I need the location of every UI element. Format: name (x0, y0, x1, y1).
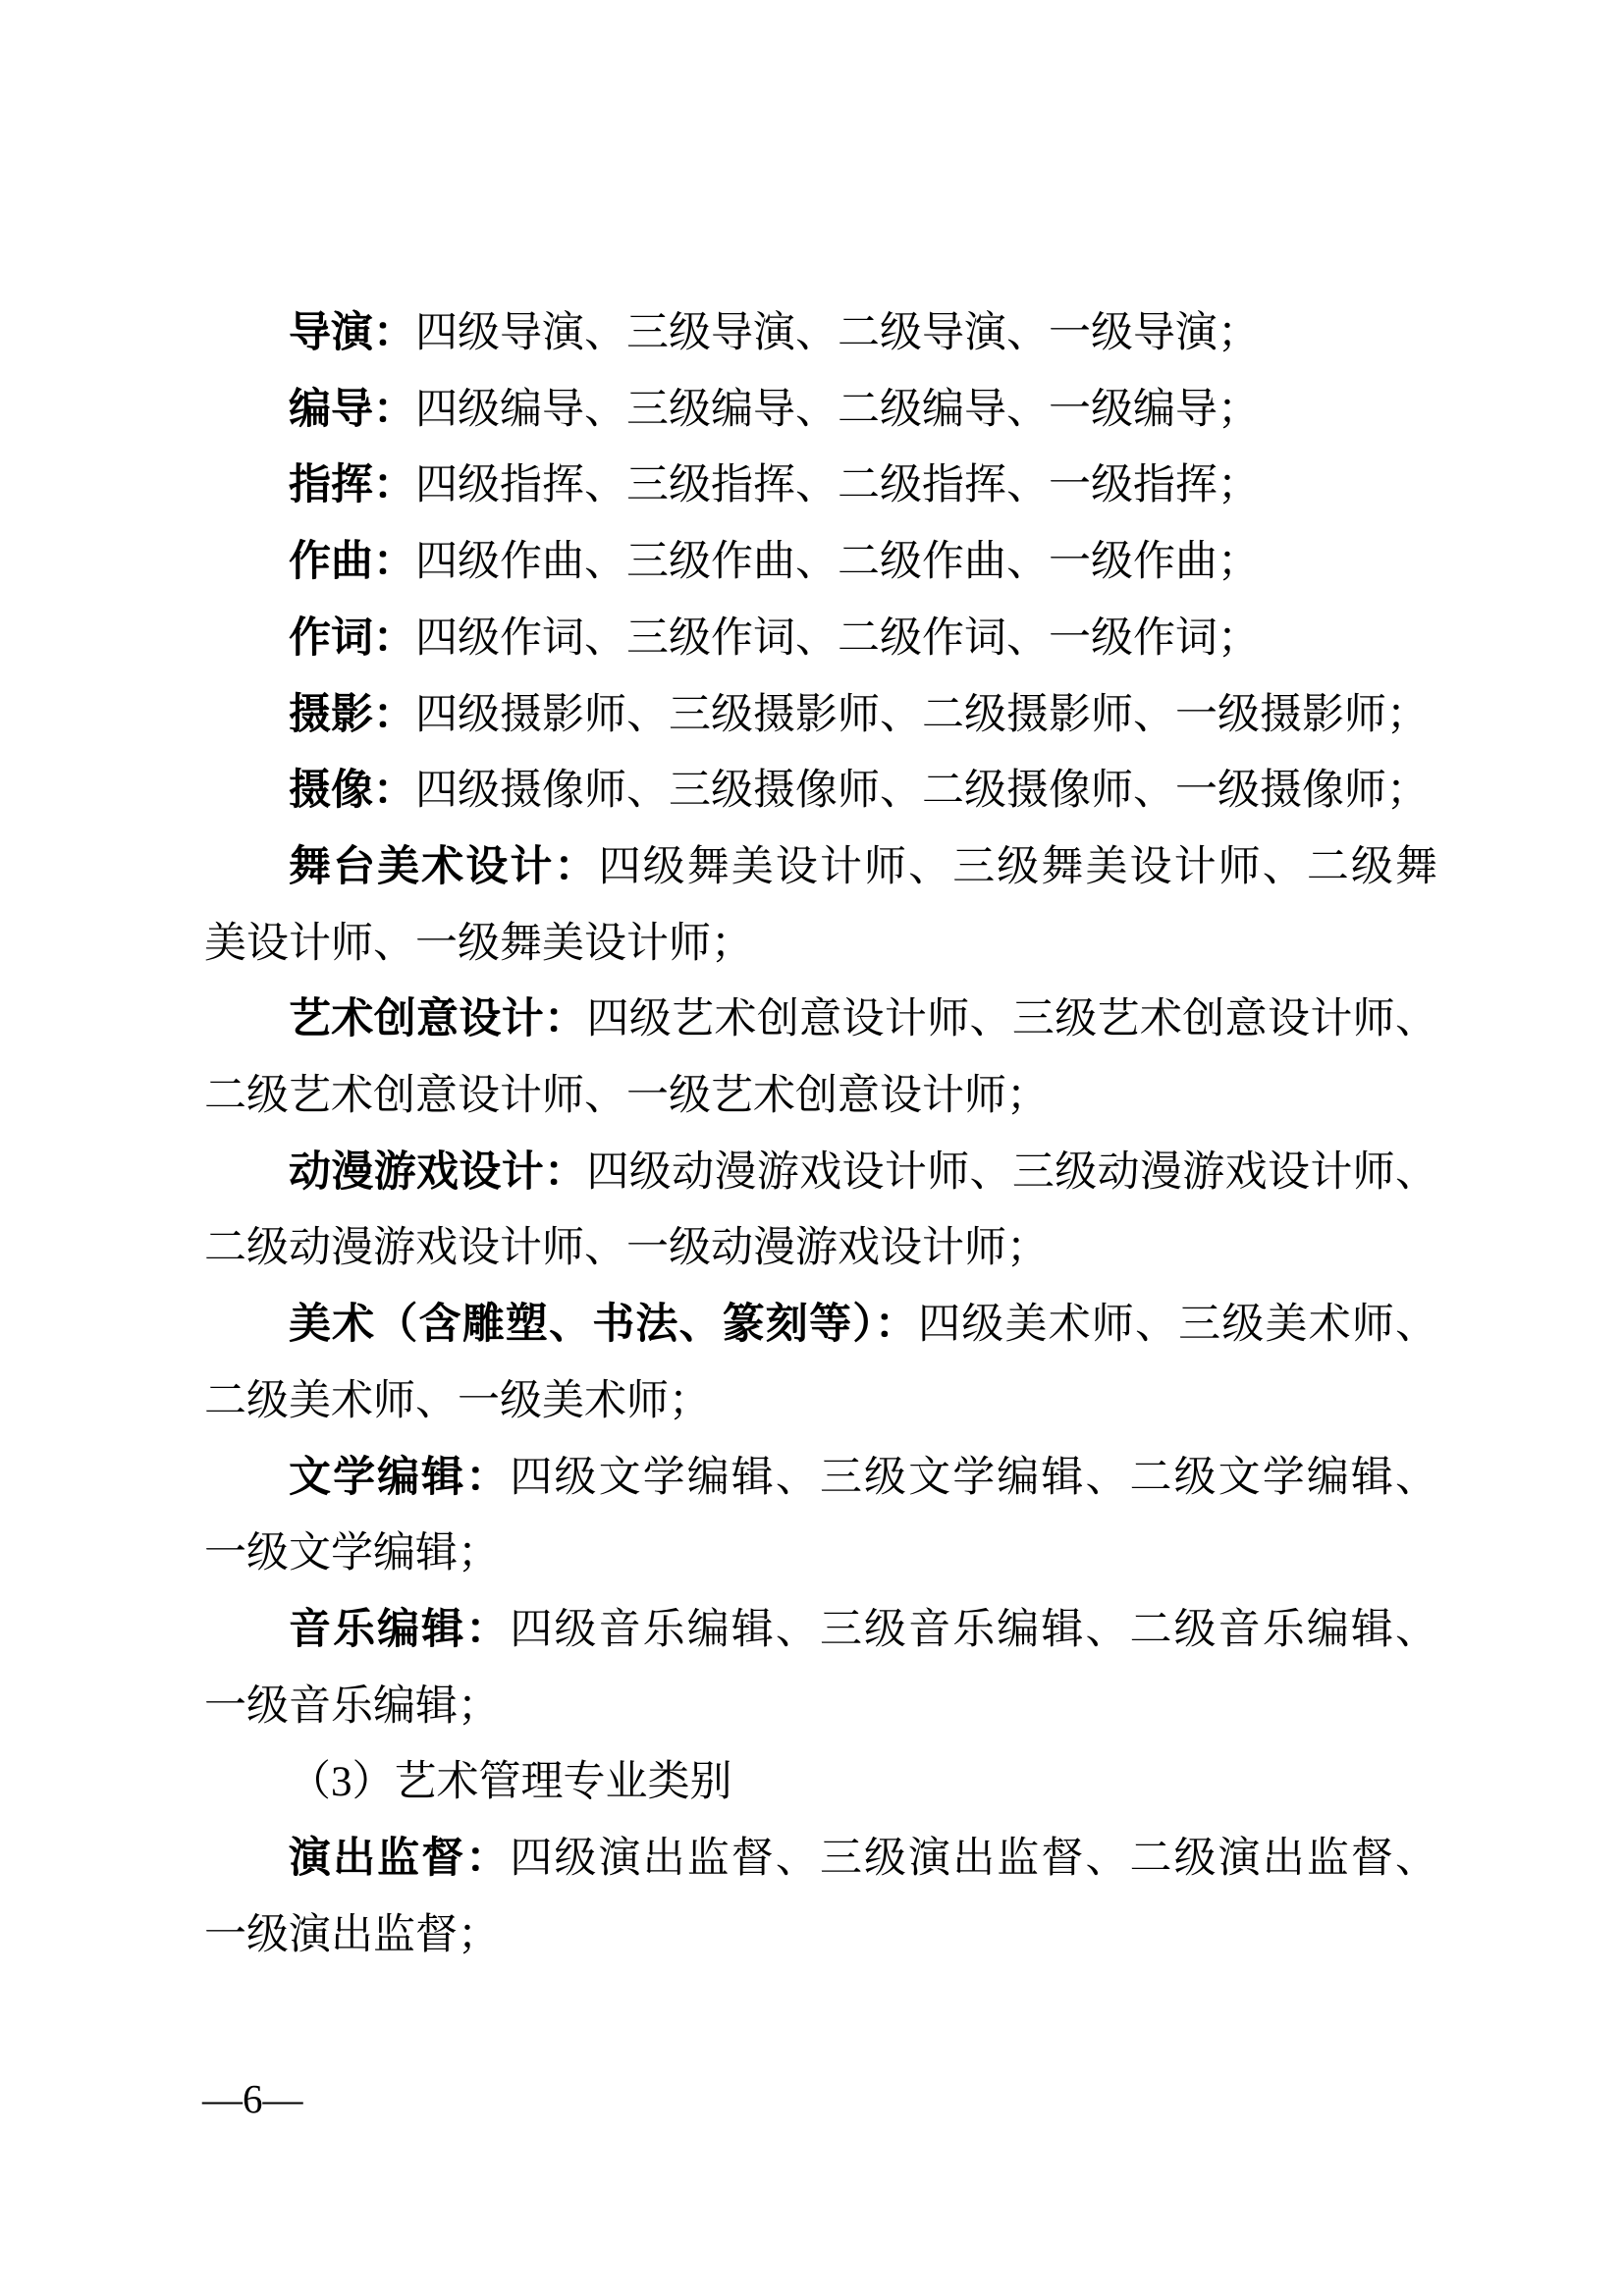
category-line (204, 982, 1437, 1058)
line-text: 一级文学编辑； (204, 1530, 500, 1577)
category-line (204, 295, 1437, 372)
line-text: 一级音乐编辑； (204, 1682, 500, 1730)
line-text: 美设计师、一级舞美设计师； (204, 920, 753, 967)
line-text: 四级动漫游戏设计师、三级动漫游戏设计师、 (586, 1148, 1438, 1196)
category-label: 演出监督： (289, 1836, 511, 1883)
line-text: （3）艺术管理专业类别 (289, 1759, 732, 1806)
line-text: 四级演出监督、三级演出监督、二级演出监督、 (510, 1836, 1438, 1883)
category-line (204, 753, 1437, 829)
line-text: 一级演出监督； (204, 1911, 500, 1958)
line-text: 四级指挥、三级指挥、二级指挥、一级指挥； (415, 462, 1260, 509)
line-text: 四级摄影师、三级摄影师、二级摄影师、一级摄影师； (415, 691, 1429, 738)
category-label: 动漫游戏设计： (289, 1148, 587, 1196)
continuation-line (204, 1058, 1437, 1135)
line-text: 四级导演、三级导演、二级导演、一级导演； (415, 310, 1260, 356)
category-label: 文学编辑： (289, 1454, 511, 1501)
category-line (204, 1440, 1437, 1517)
line-text: 二级艺术创意设计师、一级艺术创意设计师； (204, 1073, 1049, 1120)
continuation-line (204, 1669, 1437, 1745)
line-text: 四级摄像师、三级摄像师、二级摄像师、一级摄像师； (415, 768, 1429, 815)
category-label: 摄影： (289, 691, 415, 738)
section-heading (204, 1744, 1437, 1821)
category-label: 艺术创意设计： (289, 996, 587, 1043)
category-label: 作词： (289, 614, 415, 662)
category-label: 美术（含雕塑、书法、篆刻等）： (289, 1302, 919, 1349)
continuation-line (204, 1210, 1437, 1287)
category-label: 摄像： (289, 768, 415, 815)
category-line (204, 1287, 1437, 1363)
category-label: 作曲： (289, 539, 415, 586)
category-label: 音乐编辑： (289, 1606, 511, 1653)
category-label: 指挥： (289, 462, 415, 509)
line-text: 四级文学编辑、三级文学编辑、二级文学编辑、 (510, 1454, 1438, 1501)
category-label: 导演： (289, 310, 415, 356)
category-line (204, 372, 1437, 449)
line-text: 四级作词、三级作词、二级作词、一级作词； (415, 614, 1260, 662)
line-text: 四级舞美设计师、三级舞美设计师、二级舞 (598, 843, 1438, 890)
category-line (204, 677, 1437, 754)
line-text: 四级美术师、三级美术师、 (918, 1302, 1438, 1349)
continuation-line (204, 1897, 1437, 1974)
category-line (204, 524, 1437, 601)
category-line (204, 448, 1437, 524)
category-line (204, 1821, 1437, 1897)
category-line (204, 1592, 1437, 1669)
line-text: 四级音乐编辑、三级音乐编辑、二级音乐编辑、 (510, 1606, 1438, 1653)
line-text: 四级编导、三级编导、二级编导、一级编导； (415, 386, 1260, 433)
continuation-line (204, 1363, 1437, 1440)
category-label: 编导： (289, 386, 415, 433)
line-text: 二级美术师、一级美术师； (204, 1377, 711, 1424)
category-line (204, 829, 1437, 906)
document-body (204, 295, 1437, 1973)
category-label: 舞台美术设计： (289, 843, 599, 890)
category-line (204, 601, 1437, 677)
line-text: 四级作曲、三级作曲、二级作曲、一级作曲； (415, 539, 1260, 586)
line-text: 四级艺术创意设计师、三级艺术创意设计师、 (586, 996, 1438, 1043)
page-number: —6— (202, 2076, 303, 2121)
line-text: 二级动漫游戏设计师、一级动漫游戏设计师； (204, 1225, 1049, 1272)
continuation-line (204, 1516, 1437, 1592)
category-line (204, 1135, 1437, 1211)
continuation-line (204, 906, 1437, 983)
